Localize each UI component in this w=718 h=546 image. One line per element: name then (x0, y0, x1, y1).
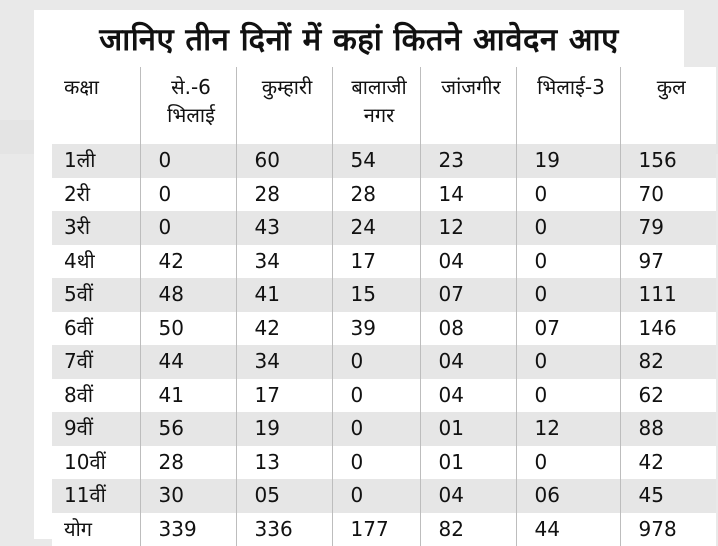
table-cell: 04 (420, 345, 516, 379)
table-cell: 82 (620, 345, 716, 379)
table-cell: 42 (140, 245, 236, 279)
table-cell: 0 (516, 245, 620, 279)
column-header-bhilai3: भिलाई-3 (516, 67, 620, 144)
table-cell: 23 (420, 144, 516, 178)
table-cell: 0 (332, 379, 420, 413)
table-cell: 0 (332, 479, 420, 513)
table-row (52, 211, 716, 245)
row-label-cell: 2री (52, 178, 140, 212)
table-cell: 19 (516, 144, 620, 178)
column-header-kumhari: कुम्हारी (236, 67, 332, 144)
infographic-title: जानिए तीन दिनों में कहां कितने आवेदन आए (34, 12, 684, 68)
table-cell: 34 (236, 345, 332, 379)
table-cell: 45 (620, 479, 716, 513)
table-cell: 0 (516, 379, 620, 413)
table-body (52, 144, 716, 546)
row-label-cell: 4थी (52, 245, 140, 279)
table-cell: 48 (140, 278, 236, 312)
table-cell: 0 (516, 345, 620, 379)
table-row (52, 245, 716, 279)
table-cell: 07 (516, 312, 620, 346)
table-cell: 34 (236, 245, 332, 279)
table-cell: 0 (516, 278, 620, 312)
table-cell: 04 (420, 379, 516, 413)
table-cell: 30 (140, 479, 236, 513)
table-cell: 0 (140, 211, 236, 245)
table-cell: 28 (332, 178, 420, 212)
table-cell: 0 (140, 144, 236, 178)
table-cell: 0 (332, 345, 420, 379)
table-cell: 146 (620, 312, 716, 346)
table-header-row (52, 67, 716, 144)
table-cell: 19 (236, 412, 332, 446)
table-row (52, 479, 716, 513)
table-cell: 82 (420, 513, 516, 546)
table-cell: 43 (236, 211, 332, 245)
table-cell: 0 (516, 446, 620, 480)
row-label-cell: 10वीं (52, 446, 140, 480)
table-cell: 44 (140, 345, 236, 379)
table-cell: 156 (620, 144, 716, 178)
table-cell: 97 (620, 245, 716, 279)
table-cell: 08 (420, 312, 516, 346)
table-cell: 13 (236, 446, 332, 480)
table-cell: 01 (420, 412, 516, 446)
table-row (52, 513, 716, 546)
table-cell: 24 (332, 211, 420, 245)
table-cell: 70 (620, 178, 716, 212)
table-cell: 04 (420, 479, 516, 513)
table-cell: 50 (140, 312, 236, 346)
table-cell: 0 (332, 446, 420, 480)
table-cell: 0 (516, 178, 620, 212)
table-cell: 111 (620, 278, 716, 312)
table-cell: 44 (516, 513, 620, 546)
row-label-cell: 1ली (52, 144, 140, 178)
infographic-sheet (34, 10, 684, 539)
column-header-class: कक्षा (52, 67, 140, 144)
table-cell: 56 (140, 412, 236, 446)
table-cell: 28 (140, 446, 236, 480)
row-label-cell: योग (52, 513, 140, 546)
table-row (52, 345, 716, 379)
table-row (52, 312, 716, 346)
table-cell: 06 (516, 479, 620, 513)
table-cell: 12 (420, 211, 516, 245)
column-header-total: कुल (620, 67, 716, 144)
row-label-cell: 9वीं (52, 412, 140, 446)
table-cell: 39 (332, 312, 420, 346)
table-cell: 14 (420, 178, 516, 212)
table-cell: 04 (420, 245, 516, 279)
row-label-cell: 8वीं (52, 379, 140, 413)
table-cell: 0 (516, 211, 620, 245)
table-cell: 01 (420, 446, 516, 480)
table-cell: 07 (420, 278, 516, 312)
row-label-cell: 5वीं (52, 278, 140, 312)
table-cell: 0 (332, 412, 420, 446)
column-header-balaji-nagar: बालाजी नगर (332, 67, 420, 144)
table-cell: 12 (516, 412, 620, 446)
column-header-janjgir: जांजगीर (420, 67, 516, 144)
row-label-cell: 6वीं (52, 312, 140, 346)
column-header-sector6-bhilai: से.-6 भिलाई (140, 67, 236, 144)
table-cell: 0 (140, 178, 236, 212)
row-label-cell: 7वीं (52, 345, 140, 379)
table-cell: 88 (620, 412, 716, 446)
table-cell: 62 (620, 379, 716, 413)
table-cell: 41 (140, 379, 236, 413)
table-cell: 17 (332, 245, 420, 279)
table-cell: 339 (140, 513, 236, 546)
table-cell: 17 (236, 379, 332, 413)
applications-table (52, 67, 716, 546)
table-cell: 42 (236, 312, 332, 346)
table-row (52, 278, 716, 312)
table-cell: 05 (236, 479, 332, 513)
table-cell: 54 (332, 144, 420, 178)
table-cell: 15 (332, 278, 420, 312)
table-row (52, 446, 716, 480)
table-cell: 978 (620, 513, 716, 546)
table-cell: 60 (236, 144, 332, 178)
row-label-cell: 3री (52, 211, 140, 245)
table-row (52, 144, 716, 178)
table-cell: 41 (236, 278, 332, 312)
table-row (52, 412, 716, 446)
table-row (52, 379, 716, 413)
row-label-cell: 11वीं (52, 479, 140, 513)
table-row (52, 178, 716, 212)
table-cell: 336 (236, 513, 332, 546)
table-cell: 79 (620, 211, 716, 245)
table-cell: 42 (620, 446, 716, 480)
table-cell: 28 (236, 178, 332, 212)
table-cell: 177 (332, 513, 420, 546)
